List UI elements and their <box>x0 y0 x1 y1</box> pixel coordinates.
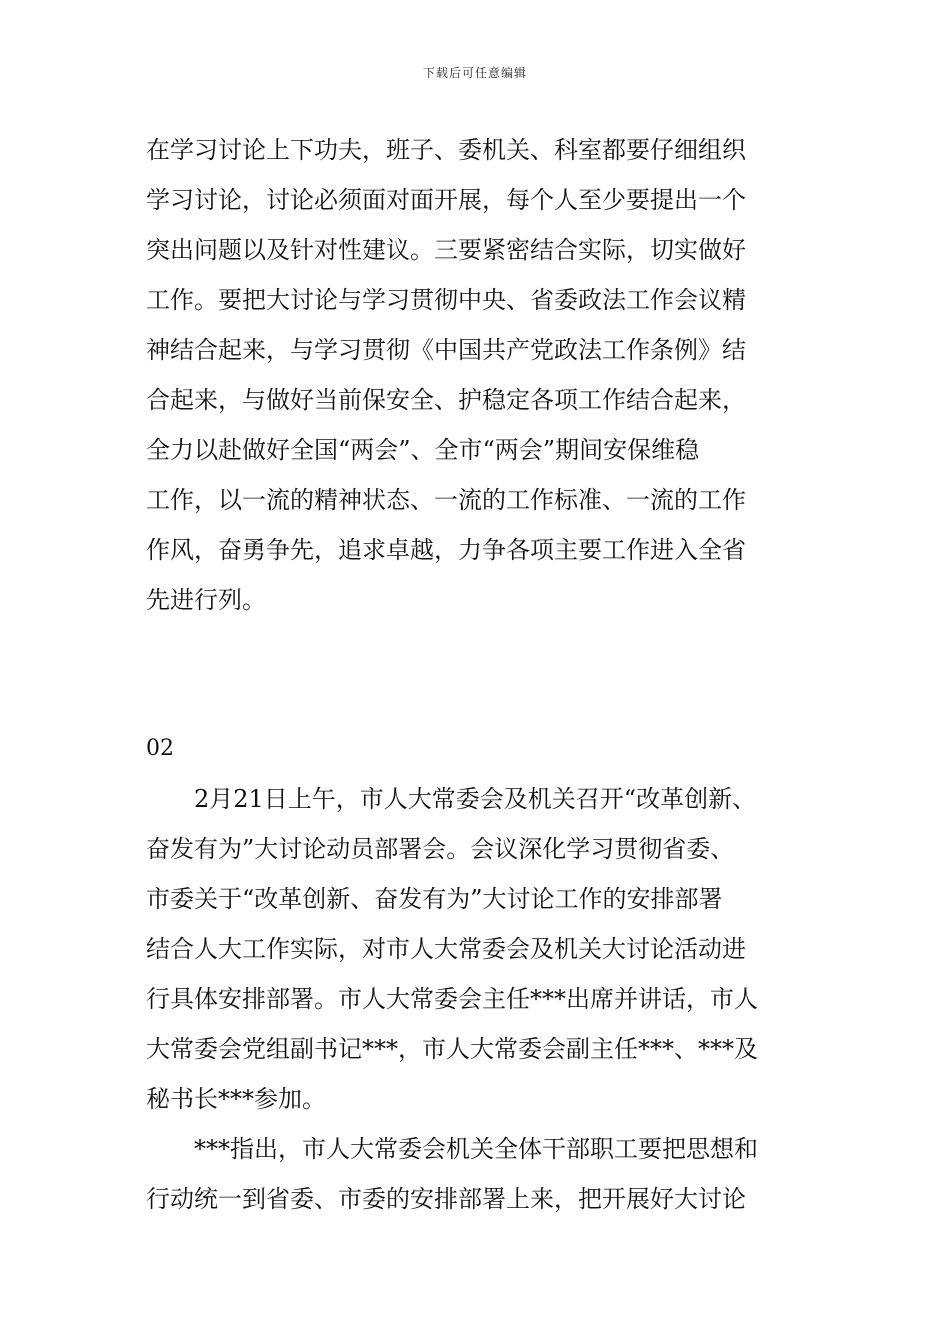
text-line: 工作。要把大讨论与学习贯彻中央、省委政法工作会议精 <box>146 286 746 314</box>
text-line: 作风，奋勇争先，追求卓越，力争各项主要工作进入全省 <box>146 536 746 564</box>
text-line: 合起来，与做好当前保安全、护稳定各项工作结合起来， <box>146 386 746 414</box>
text-line: 行具体安排部署。市人大常委会主任***出席并讲话，市人 <box>146 985 758 1013</box>
text-line: 学习讨论，讨论必须面对面开展，每个人至少要提出一个 <box>146 186 746 214</box>
section-number: 02 <box>146 736 174 761</box>
text-line: 工作，以一流的精神状态、一流的工作标准、一流的工作 <box>146 486 746 514</box>
text-line: 市委关于“改革创新、奋发有为”大讨论工作的安排部署 <box>146 885 723 913</box>
text-line: 先进行列。 <box>146 586 266 614</box>
text-line: 奋发有为”大讨论动员部署会。会议深化学习贯彻省委、 <box>146 835 735 863</box>
text-line: 全力以赴做好全国“两会”、全市“两会”期间安保维稳 <box>146 436 700 464</box>
text-line: 在学习讨论上下功夫，班子、委机关、科室都要仔细组织 <box>146 136 746 164</box>
text-line: 行动统一到省委、市委的安排部署上来，把开展好大讨论 <box>146 1185 746 1213</box>
paragraph-block-1 <box>146 125 816 625</box>
page-header-note: 下载后可任意编辑 <box>422 66 527 80</box>
text-line: 大常委会党组副书记***，市人大常委会副主任***、***及 <box>146 1035 758 1063</box>
text-line: ***指出，市人大常委会机关全体干部职工要把思想和 <box>146 1135 758 1163</box>
paragraph-block-2 <box>146 774 816 1224</box>
text-line: 神结合起来，与学习贯彻《中国共产党政法工作条例》结 <box>146 336 746 364</box>
text-line: 2月21日上午，市人大常委会及机关召开“改革创新、 <box>146 785 757 813</box>
text-line: 突出问题以及针对性建议。三要紧密结合实际，切实做好 <box>146 236 746 264</box>
text-line: 结合人大工作实际，对市人大常委会及机关大讨论活动进 <box>146 935 746 963</box>
text-line: 秘书长***参加。 <box>146 1085 326 1113</box>
